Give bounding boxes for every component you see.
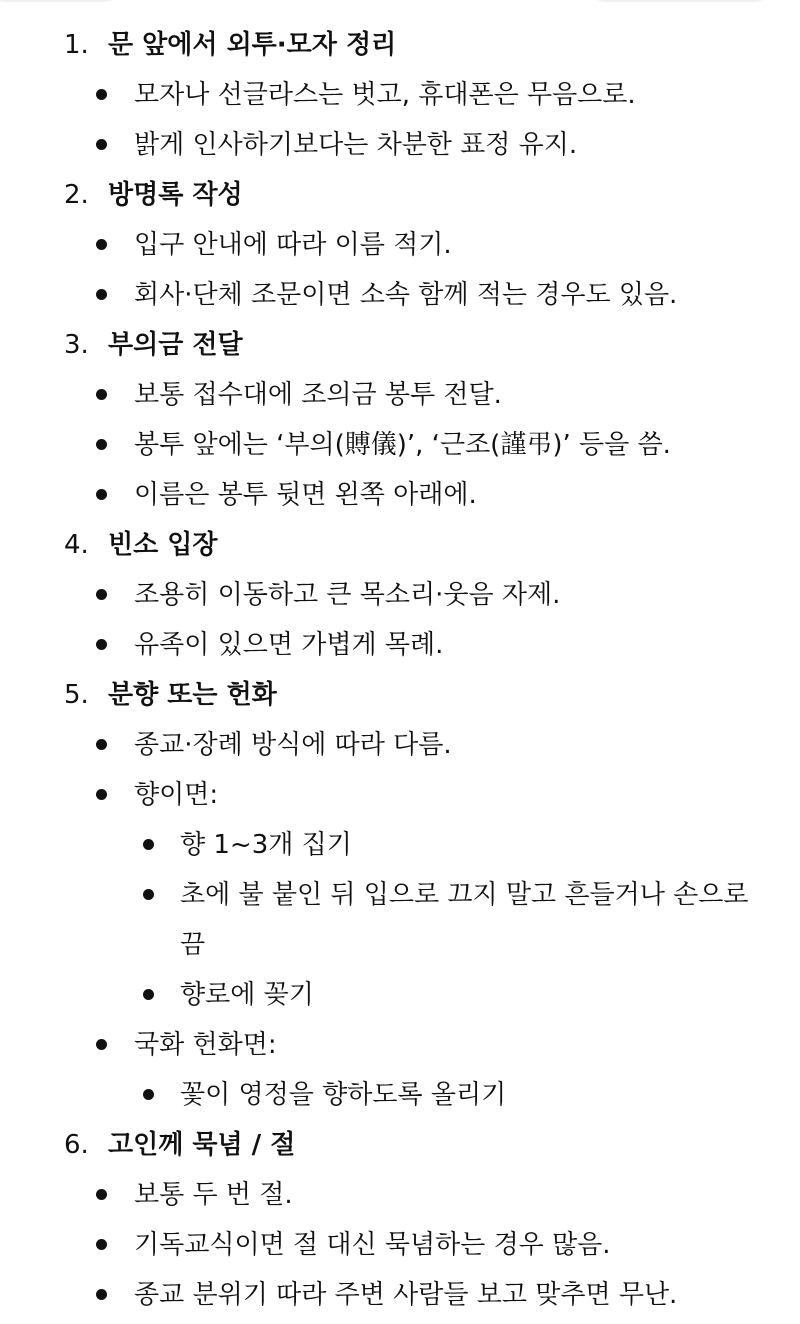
list-item-text: 종교·장례 방식에 따라 다름.	[134, 730, 452, 760]
step-6	[0, 1124, 800, 1324]
bullet-icon	[96, 739, 107, 750]
bullet-icon	[96, 439, 107, 450]
step-3	[0, 324, 800, 524]
list-item-text: 국화 헌화면:	[134, 1030, 277, 1060]
step-number: 4.	[64, 530, 89, 560]
list-item	[0, 574, 800, 624]
step-1	[0, 24, 800, 174]
list-item-text: 입구 안내에 따라 이름 적기.	[134, 230, 452, 260]
step-4	[0, 524, 800, 674]
bullet-icon	[96, 1189, 107, 1200]
step-title: 방명록 작성	[108, 180, 243, 210]
bullet-icon	[143, 889, 154, 900]
list-item	[0, 474, 800, 524]
bullet-icon	[96, 139, 107, 150]
sub-list-item	[0, 824, 800, 874]
bullet-icon	[96, 289, 107, 300]
sub-list-item-text: 향로에 꽂기	[180, 980, 314, 1010]
step-number: 5.	[64, 680, 89, 710]
bullet-icon	[96, 89, 107, 100]
cropped-bubble-left	[0, 0, 120, 2]
list-item	[0, 124, 800, 174]
sub-list-item	[0, 1074, 800, 1124]
list-item-text: 이름은 봉투 뒷면 왼쪽 아래에.	[134, 480, 477, 510]
list-item	[0, 74, 800, 124]
list-item-text: 기독교식이면 절 대신 묵념하는 경우 많음.	[134, 1230, 611, 1260]
bullet-icon	[96, 639, 107, 650]
step-title: 빈소 입장	[108, 530, 218, 560]
step-heading	[0, 24, 800, 74]
list-item	[0, 724, 800, 774]
bullet-icon	[143, 1089, 154, 1100]
step-number: 2.	[64, 180, 89, 210]
list-item-text: 밝게 인사하기보다는 차분한 표정 유지.	[134, 130, 578, 160]
step-heading	[0, 1124, 800, 1174]
step-2	[0, 174, 800, 324]
top-cropped-bubbles	[0, 0, 800, 4]
step-number: 3.	[64, 330, 89, 360]
bullet-icon	[96, 1239, 107, 1250]
list-item-text: 보통 접수대에 조의금 봉투 전달.	[134, 380, 502, 410]
list-item-text: 모자나 선글라스는 벗고, 휴대폰은 무음으로.	[134, 80, 636, 110]
step-heading	[0, 174, 800, 224]
step-heading	[0, 674, 800, 724]
cropped-bubble-right	[590, 0, 770, 2]
bullet-icon	[96, 389, 107, 400]
list-item-text: 유족이 있으면 가볍게 목례.	[134, 630, 444, 660]
step-title: 문 앞에서 외투·모자 정리	[108, 30, 397, 60]
list-item	[0, 1224, 800, 1274]
list-item-text: 봉투 앞에는 ‘부의(賻儀)’, ‘근조(謹弔)’ 등을 씀.	[134, 430, 671, 460]
bullet-icon	[143, 989, 154, 1000]
list-item	[0, 374, 800, 424]
step-heading	[0, 324, 800, 374]
bullet-icon	[96, 1289, 107, 1300]
sub-list-item	[0, 874, 800, 974]
step-title: 분향 또는 헌화	[108, 680, 277, 710]
sub-list-item	[0, 974, 800, 1024]
step-number: 6.	[64, 1130, 89, 1160]
bullet-icon	[96, 1039, 107, 1050]
step-title: 고인께 묵념 / 절	[108, 1130, 296, 1160]
list-item	[0, 1024, 800, 1074]
list-item-text: 회사·단체 조문이면 소속 함께 적는 경우도 있음.	[134, 280, 678, 310]
step-5	[0, 674, 800, 1124]
list-item-text: 종교 분위기 따라 주변 사람들 보고 맞추면 무난.	[134, 1280, 678, 1310]
bullet-icon	[96, 239, 107, 250]
list-item-text: 조용히 이동하고 큰 목소리·웃음 자제.	[134, 580, 561, 610]
bullet-icon	[96, 789, 107, 800]
sub-list-item-text: 향 1~3개 집기	[180, 830, 352, 860]
list-item-text: 보통 두 번 절.	[134, 1180, 293, 1210]
step-number: 1.	[64, 30, 89, 60]
list-item-text: 향이면:	[134, 780, 219, 810]
sub-list-item-text: 꽃이 영정을 향하도록 올리기	[180, 1080, 507, 1110]
list-item	[0, 424, 800, 474]
bullet-icon	[96, 489, 107, 500]
bullet-icon	[96, 589, 107, 600]
list-item	[0, 224, 800, 274]
list-item	[0, 274, 800, 324]
condolence-steps-list	[0, 24, 800, 1324]
list-item	[0, 774, 800, 824]
sub-list-item-text: 초에 불 붙인 뒤 입으로 끄지 말고 흔들거나 손으로 끔	[180, 880, 749, 960]
step-title: 부의금 전달	[108, 330, 243, 360]
list-item	[0, 1174, 800, 1224]
bullet-icon	[143, 839, 154, 850]
step-heading	[0, 524, 800, 574]
list-item	[0, 624, 800, 674]
